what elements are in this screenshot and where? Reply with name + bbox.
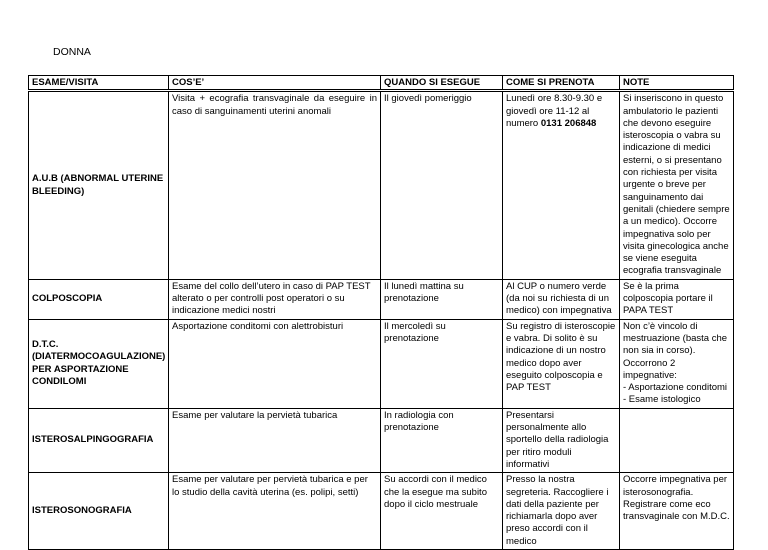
notes-cell: Occorre impegnativa per isterosonografia. Registrare come eco transvaginale con M.D.C. bbox=[620, 473, 734, 550]
schedule-cell: In radiologia con prenotazione bbox=[381, 408, 503, 472]
phone-number: 0131 206848 bbox=[540, 117, 597, 129]
note-line: Occorrono 2 impegnative: bbox=[623, 357, 677, 381]
exam-cell: COLPOSCOPIA bbox=[29, 279, 169, 319]
header-note: NOTE bbox=[620, 76, 734, 91]
schedule-cell: Il lunedì mattina su prenotazione bbox=[381, 279, 503, 319]
header-cos: COS’E’ bbox=[169, 76, 381, 91]
description-cell: Esame per valutare la pervietà tubarica bbox=[169, 408, 381, 472]
page-title: DONNA bbox=[53, 46, 91, 58]
description-cell: Asportazione conditomi con alettrobisturi bbox=[169, 319, 381, 408]
notes-cell bbox=[620, 319, 734, 408]
note-line: - Esame istologico bbox=[623, 394, 701, 406]
table-row bbox=[29, 91, 734, 279]
exam-cell: ISTEROSONOGRAFIA bbox=[29, 473, 169, 550]
header-come: COME SI PRENOTA bbox=[503, 76, 620, 91]
notes-cell bbox=[620, 408, 734, 472]
table-row bbox=[29, 408, 734, 472]
header-quando: QUANDO SI ESEGUE bbox=[381, 76, 503, 91]
booking-cell bbox=[503, 91, 620, 279]
table-row bbox=[29, 319, 734, 408]
exam-cell: A.U.B (ABNORMAL UTERINE BLEEDING) bbox=[29, 91, 169, 279]
notes-cell: Se è la prima colposcopia portare il PAPA TEST bbox=[620, 279, 734, 319]
description-cell: Esame per valutare per pervietà tubarica e per lo studio della cavità uterina (es. polipi, setti) bbox=[169, 473, 381, 550]
schedule-cell: Su accordi con il medico che la esegue ma subito dopo il ciclo mestruale bbox=[381, 473, 503, 550]
description-cell: Esame del collo dell’utero in caso di PAP TEST alterato o per controlli post operatori o su indicazione medici nostri bbox=[169, 279, 381, 319]
note-line: Non c’è vincolo di mestruazione (basta che non sia in corso). bbox=[623, 320, 728, 357]
booking-cell: Presso la nostra segreteria. Raccogliere i dati della paziente per richiamarla dopo aver preso accordi con il medico bbox=[503, 473, 620, 550]
exam-table bbox=[28, 75, 734, 550]
table-row bbox=[29, 279, 734, 319]
header-esame: ESAME/VISITA bbox=[29, 76, 169, 91]
notes-cell: Si inseriscono in questo ambulatorio le pazienti che devono eseguire isteroscopia o vabra su indicazione di medici esterni, o si presentano con richiesta per visita urgente o breve per sanguinamento dai genitali (chiedere sempre a un medico). Occorre impegnativa solo per visita ginecologica anche se viene eseguita ecografia transvaginale bbox=[620, 91, 734, 279]
booking-cell: Al CUP o numero verde (da noi su richiesta di un medico) con impegnativa bbox=[503, 279, 620, 319]
schedule-cell: Il mercoledì su prenotazione bbox=[381, 319, 503, 408]
schedule-cell: Il giovedì pomeriggio bbox=[381, 91, 503, 279]
exam-cell: D.T.C. (DIATERMOCOAGULAZIONE) PER ASPORTAZIONE CONDILOMI bbox=[29, 319, 169, 408]
description-cell: Visita + ecografia transvaginale da eseguire in caso di sanguinamenti uterini anomali bbox=[169, 91, 381, 279]
booking-text: Lunedì ore 8.30-9.30 e giovedì ore 11-12 al numero bbox=[506, 93, 603, 129]
table-header-row bbox=[29, 76, 734, 91]
booking-cell: Su registro di isteroscopie e vabra. Di solito è su indicazione di un nostro medico dopo aver eseguito colposcopia e PAP TEST bbox=[503, 319, 620, 408]
note-line: - Asportazione conditomi bbox=[623, 382, 728, 394]
booking-cell: Presentarsi personalmente allo sportello della radiologia per ritiro moduli informativi bbox=[503, 408, 620, 472]
table-row bbox=[29, 473, 734, 550]
exam-cell: ISTEROSALPINGOGRAFIA bbox=[29, 408, 169, 472]
